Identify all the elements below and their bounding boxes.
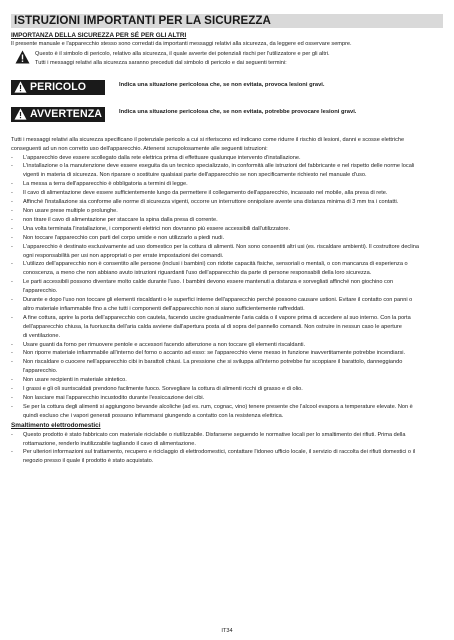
list-item-line: Non riscaldare o cuocere nell'apparecchio cibi in barattoli chiusi. La pressione che si sviluppa all'interno potrebbe far scoppiare il barattolo, danneggiando [23, 359, 403, 366]
list-item [11, 234, 443, 243]
hazard-description: Indica una situazione pericolosa che, se non evitata, potrebbe provocare lesioni gravi. [119, 108, 357, 115]
list-item-line: rottamazione, renderlo inutilizzabile tagliando il cavo di alimentazione. [23, 440, 196, 447]
list-item-text [23, 431, 443, 449]
list-item-text [23, 216, 443, 225]
list-item [11, 189, 443, 198]
list-item-line: conoscenza, a meno che non abbiano avuto istruzioni riguardanti l'uso dell'apparecchio da parte di persone responsabili della loro sicurezza. [23, 270, 372, 277]
list-item-text [23, 234, 443, 243]
hazard-label-box [11, 107, 105, 122]
list-item-text [23, 358, 443, 376]
list-item-line: Non toccare l'apparecchio con parti del corpo umide e non utilizzarlo a piedi nudi. [23, 234, 225, 241]
list-item-text [23, 260, 443, 278]
hazard-label: PERICOLO [30, 81, 87, 94]
list-bullet: - [11, 225, 13, 232]
list-item [11, 358, 443, 376]
warning-triangle-icon [14, 81, 27, 93]
list-bullet: - [11, 207, 13, 214]
hazard-description: Indica una situazione pericolosa che, se non evitata, provoca lesioni gravi. [119, 81, 325, 88]
list-item-line: Durante e dopo l'uso non toccare gli elementi riscaldanti o le superfici interne dell'apparecchio perché possono causare ustioni. Evitare il contatto con panni o [23, 297, 413, 304]
list-item-line: Le parti accessibili possono diventare molto calde durante l'uso. I bambini devono essere mantenuti a distanza e sorvegliati affinché non giochino con [23, 279, 394, 286]
list-bullet: - [11, 297, 13, 304]
list-bullet: - [11, 261, 13, 268]
document-page [11, 14, 443, 466]
symbol-line: Tutti i messaggi relativi alla sicurezza saranno preceduti dal simbolo di pericolo e dai seguenti termini: [35, 59, 287, 66]
list-item-text [23, 403, 443, 421]
list-item-line: negozio presso il quale il prodotto è stato acquistato. [23, 458, 154, 465]
list-item [11, 431, 443, 449]
hazard-label: AVVERTENZA [30, 108, 103, 121]
list-item [11, 341, 443, 350]
list-item-text [23, 162, 443, 180]
list-item [11, 198, 443, 207]
list-bullet: - [11, 314, 13, 321]
hazard-label-box [11, 80, 105, 95]
list-item [11, 260, 443, 278]
list-item-text [23, 207, 443, 216]
list-bullet: - [11, 386, 13, 393]
list-bullet: - [11, 279, 13, 286]
warning-triangle-icon [14, 108, 27, 120]
section-subtitle: IMPORTANZA DELLA SICUREZZA PER SÉ PER GLI ALTRI [11, 32, 187, 39]
list-item-text [23, 394, 443, 403]
list-item-line: altro materiale infiammabile fino a che tutti i componenti dell'apparecchio non si siano sufficientemente raffreddati. [23, 305, 305, 312]
instruction-list [11, 154, 443, 421]
safety-instructions [11, 136, 443, 467]
list-bullet: - [11, 190, 13, 197]
list-item-line: Questo prodotto è stato fabbricato con materiale riciclabile o riutilizzabile. Disfarsene seguendo le normative locali per lo smaltimento dei rifiuti. Prima della [23, 431, 406, 438]
list-bullet: - [11, 163, 13, 170]
list-item-text [23, 376, 443, 385]
safety-symbol-row [11, 50, 443, 68]
list-bullet: - [11, 449, 13, 456]
list-bullet: - [11, 350, 13, 357]
list-item-line: Non riporre materiale infiammabile all'interno del forno o accanto ad esso: se l'apparecchio viene messo in funzione inavvertitamente potrebbe incendiarsi. [23, 350, 406, 357]
list-item [11, 243, 443, 261]
list-item [11, 376, 443, 385]
list-item-line: L'utilizzo dell'apparecchio non è consentito alle persone (inclusi i bambini) con ridotte capacità fisiche, sensoriali o mentali, o con mancanza di esperienza o [23, 261, 408, 268]
list-bullet: - [11, 341, 13, 348]
list-item-line: La messa a terra dell'apparecchio è obbligatoria a termini di legge. [23, 181, 188, 188]
list-item-line: quindi escluso che i vapori generati possano infiammarsi giungendo a contatto con la resistenza elettrica. [23, 412, 284, 419]
list-item-line: Non usare prese multiple o prolunghe. [23, 207, 118, 214]
list-item-line: dell'apparecchio chiusa, la fuoriuscita dell'aria calda avviene dall'apertura posta al di sopra del pannello comandi. Non ostruire in nessun caso le aperture [23, 323, 402, 330]
list-item [11, 216, 443, 225]
list-item [11, 154, 443, 163]
body-intro-line: conseguenti ad un non corretto uso dell'apparecchio. Attenersi scrupolosamente alle seguenti istruzioni: [11, 145, 268, 152]
list-item-text [23, 314, 443, 341]
list-item-line: Non lasciare mai l'apparecchio incustodito durante l'essiccazione dei cibi. [23, 395, 205, 401]
list-item-line: di ventilazione. [23, 332, 61, 339]
list-item [11, 349, 443, 358]
list-bullet: - [11, 403, 13, 410]
list-item [11, 314, 443, 341]
list-item [11, 296, 443, 314]
list-item-line: ogni responsabilità per usi non appropriati o per errate impostazioni dei comandi. [23, 252, 224, 259]
list-item-line: Per ulteriori informazioni sul trattamento, recupero e riciclaggio di elettrodomestici, contattare l'idoneo ufficio locale, il servizio di raccolta dei rifiuti domestici o il [23, 449, 416, 456]
list-item-text [23, 198, 443, 207]
list-bullet: - [11, 216, 13, 223]
list-item-text [23, 154, 443, 163]
list-item-line: L'apparecchio deve essere scollegato dalla rete elettrica prima di effettuare qualunque intervento d'installazione. [23, 154, 301, 161]
list-item-line: Se per la cottura degli alimenti si aggiungono bevande alcoliche (ad es. rum, cognac, vino) tenere presente che l'alcool evapora a temperature elevate. Non è [23, 403, 413, 410]
list-item-text [23, 243, 443, 261]
list-item-text [23, 385, 443, 394]
list-item-line: non tirare il cavo di alimentazione per staccare la spina dalla presa di corrente. [23, 216, 218, 223]
list-item-text [23, 189, 443, 198]
list-item-line: L'installazione o la manutenzione deve essere eseguita da un tecnico specializzato, in conformità alle istruzioni del fabbricante e nel rispetto delle norme locali [23, 163, 415, 170]
list-item-text [23, 349, 443, 358]
list-item-line: Una volta terminata l'installazione, i componenti elettrici non dovranno più essere accessibili dall'utilizzatore. [23, 225, 291, 232]
disposal-list [11, 431, 443, 467]
list-item-line: Affinché l'installazione sia conforme alle norme di sicurezza vigenti, occorre un interruttore onnipolare avente una distanza minima di 3 mm tra i contatti. [23, 199, 399, 206]
list-item-line: vigenti in materia di sicurezza. Non riparare o sostituire qualsiasi parte dell'apparecchio se non specificamente richiesto nel manuale d'uso. [23, 172, 367, 179]
list-item [11, 225, 443, 234]
list-bullet: - [11, 234, 13, 241]
list-bullet: - [11, 377, 13, 384]
list-item [11, 278, 443, 296]
list-item-text [23, 296, 443, 314]
warning-triangle-icon [15, 50, 30, 64]
list-item-text [23, 448, 443, 466]
list-item-line: Il cavo di alimentazione deve essere sufficientemente lungo da permettere il collegamento dell'apparecchio, incassato nel mobile, alla presa di rete. [23, 190, 388, 197]
list-item-line: L'apparecchio è destinato esclusivamente ad uso domestico per la cottura di alimenti. Non sono consentiti altri usi (es. riscaldare ambienti). Il costruttore declina [23, 243, 419, 250]
list-item-text [23, 341, 443, 350]
disposal-heading: Smaltimento elettrodomestici [11, 421, 101, 429]
list-item-text [23, 180, 443, 189]
list-item-line: l'apparecchio. [23, 288, 58, 295]
list-item-line: Usare guanti da forno per rimuovere pentole e accessori facendo attenzione a non toccare gli elementi riscaldanti. [23, 341, 306, 348]
list-bullet: - [11, 431, 13, 438]
list-bullet: - [11, 395, 13, 401]
symbol-line: Questo è il simbolo di pericolo, relativo alla sicurezza, il quale avverte dei potenziali rischi per l'utilizzatore e per gli altri. [35, 50, 330, 57]
list-item [11, 448, 443, 466]
list-item [11, 180, 443, 189]
page-title: ISTRUZIONI IMPORTANTI PER LA SICUREZZA [11, 14, 443, 28]
list-bullet: - [11, 243, 13, 250]
list-bullet: - [11, 154, 13, 161]
list-item-line: I grassi e gli oli surriscaldati prendono facilmente fuoco. Sorvegliare la cottura di alimenti ricchi di grasso e di olio. [23, 386, 303, 393]
list-bullet: - [11, 199, 13, 206]
intro-paragraph: Il presente manuale e l'apparecchio stesso sono corredati da importanti messaggi relativi alla sicurezza, da leggere ed osservare sempre. [11, 41, 352, 47]
page-number: IT34 [221, 628, 233, 634]
list-item [11, 207, 443, 216]
list-item [11, 162, 443, 180]
list-item-line: l'apparecchio. [23, 368, 58, 375]
list-item [11, 403, 443, 421]
list-item [11, 394, 443, 403]
hazard-danger [11, 80, 443, 95]
list-item-text [23, 278, 443, 296]
list-item-line: A fine cottura, aprire la porta dell'apparecchio con cautela, facendo uscire gradualmente l'aria calda o il vapore prima di accedere al suo interno. Con la porta [23, 314, 411, 321]
list-item-line: Non usare recipienti in materiale sintetico. [23, 377, 127, 384]
list-item-text [23, 225, 443, 234]
hazard-warning [11, 107, 443, 122]
body-intro-line: Tutti i messaggi relativi alla sicurezza specificano il potenziale pericolo a cui si riferiscono ed indicano come ridurre il rischio di lesioni, danni e scosse elettriche [11, 136, 405, 143]
list-bullet: - [11, 181, 13, 188]
list-bullet: - [11, 359, 13, 366]
list-item [11, 385, 443, 394]
